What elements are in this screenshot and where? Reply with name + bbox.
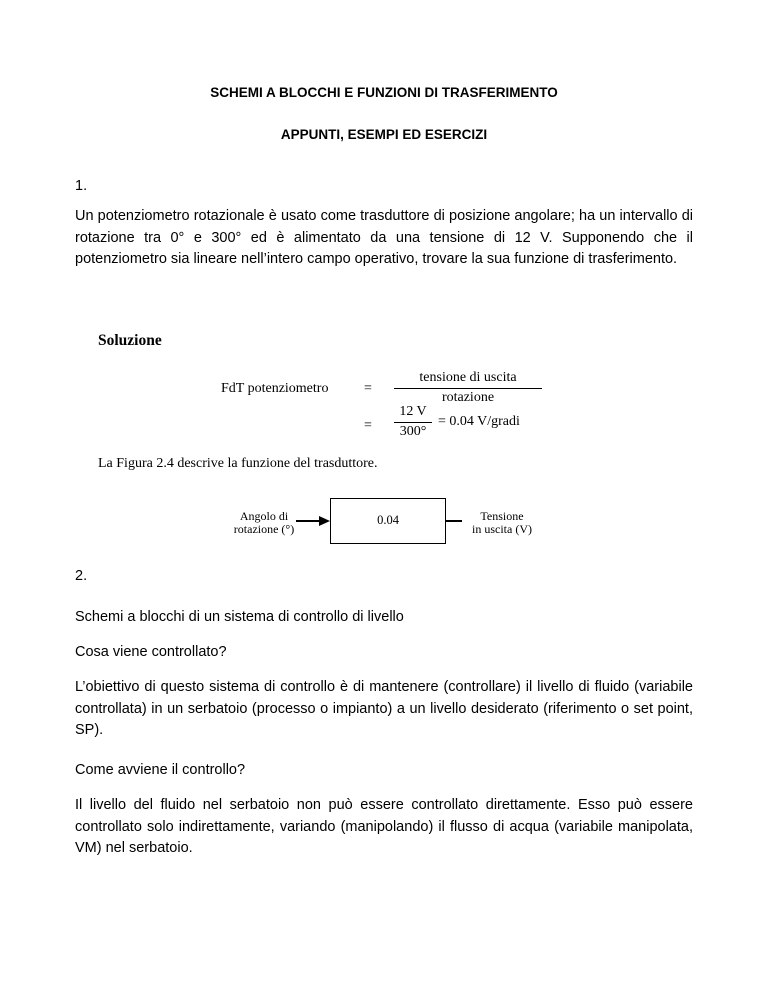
solution-heading: Soluzione (98, 332, 162, 349)
formula-lhs: FdT potenziometro (221, 381, 329, 396)
section-2-number: 2. (75, 568, 88, 584)
fraction-2-denominator: 300° (399, 424, 427, 439)
block-value: 0.04 (377, 513, 399, 527)
formula-equals-1: = (364, 381, 372, 396)
section-1-number: 1. (75, 178, 88, 194)
fraction-1-numerator: tensione di uscita (419, 370, 517, 385)
formula-result: = 0.04 V/gradi (438, 414, 520, 429)
fraction-2-numerator: 12 V (399, 404, 427, 419)
diagram-output-label: Tensione in uscita (V) (472, 509, 532, 536)
input-arrow-head (319, 516, 330, 526)
section-2-heading: Schemi a blocchi di un sistema di controllo di livello (75, 609, 404, 625)
section-2-paragraph-1: L’obiettivo di questo sistema di controllo è di mantenere (controllare) il livello di fluido (variabile controllata) in un serbatoio (processo o impianto) a un livello desiderato (riferimento o set point, SP). (75, 679, 693, 738)
section-2-paragraph-2: Il livello del fluido nel serbatoio non può essere controllato direttamente. Esso può essere controllato solo indirettamente, variando (manipolando) il flusso di acqua (variabile manipolata, VM) nel serbatoio. (75, 797, 693, 856)
figure-caption: La Figura 2.4 descrive la funzione del trasduttore. (98, 456, 378, 471)
fraction-1-denominator: rotazione (441, 390, 495, 405)
section-2-question-1: Cosa viene controllato? (75, 644, 227, 660)
section-2-question-2: Come avviene il controllo? (75, 762, 246, 778)
section-1-text: Un potenziometro rotazionale è usato come trasduttore di posizione angolare; ha un intervallo di rotazione tra 0° e 300° ed è alimentato da una tensione di 12 V. Supponendo che il potenziometro sia lineare nell’intero campo operativo, trovare la sua funzione di trasferimento. (75, 208, 693, 267)
transfer-block (330, 498, 446, 544)
document-title: SCHEMI A BLOCCHI E FUNZIONI DI TRASFERIMENTO (210, 85, 558, 100)
formula-equals-2: = (364, 418, 372, 433)
diagram-input-label: Angolo di rotazione (°) (233, 509, 295, 536)
document-subtitle: APPUNTI, ESEMPI ED ESERCIZI (280, 127, 488, 142)
